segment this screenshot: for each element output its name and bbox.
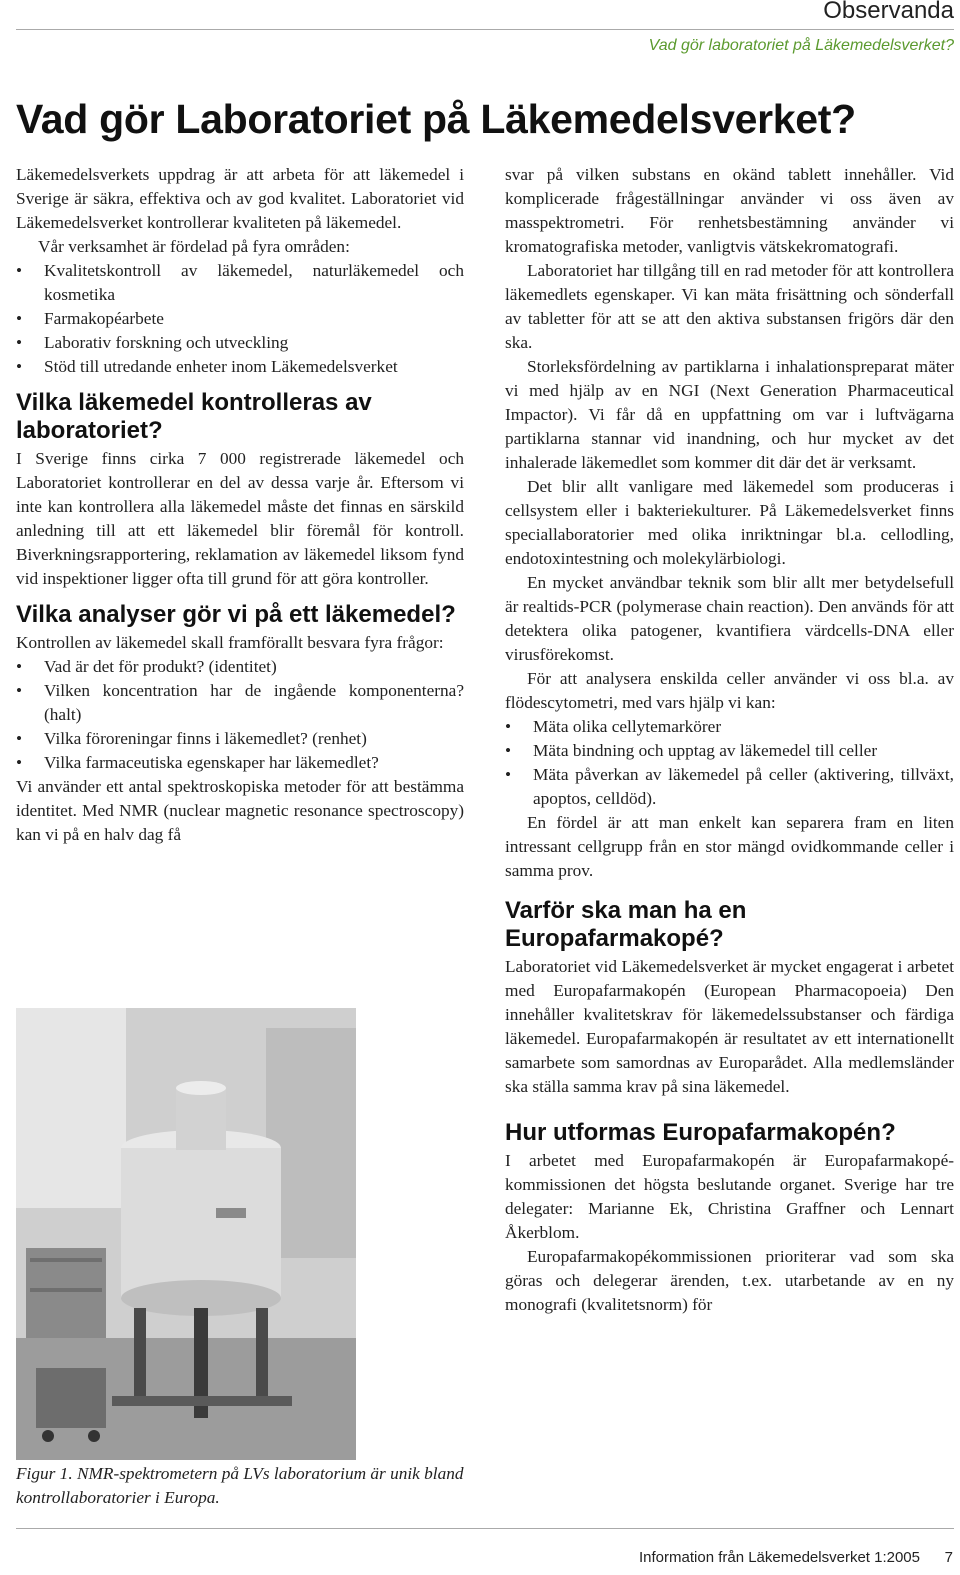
analyses-intro: Kontrollen av läkemedel skall framförallt besvara fyra frågor: [16,633,444,652]
cell-analysis-list [505,715,954,811]
left-column [16,163,464,847]
running-header-section: Observanda [823,0,954,24]
heading-how-pharmacopoeia: Hur utformas Europafarmakopén? [505,1119,896,1146]
paragraph: En fördel är att man enkelt kan separera fram en liten intressant cellgrupp från en stor mängd ovidkommande celler i samma prov. [505,813,954,880]
list-item: • Kvalitetskontroll av läkemedel, naturläkemedel och kosmetika [16,261,464,304]
paragraph: För att analysera enskilda celler använder vi oss bl.a. av flödescytometri, med vars hjälp vi kan: [505,669,954,712]
how-paragraph: I arbetet med Europafarmakopén är Europafarmakopé-kommissionen det högsta beslutande organet. Sverige har tre delegater: Marianne Ek, Christina Graffner och Lennart Åkerblom. [505,1151,954,1242]
areas-intro: Vår verksamhet är fördelad på fyra områden: [38,237,350,256]
nmr-spectrometer-illustration [16,1008,356,1460]
which-paragraph: I Sverige finns cirka 7 000 registrerade läkemedel och Laboratoriet kontrollerar en del av dessa varje år. Eftersom vi inte kan kontrollera alla läkemedel måste det finnas en särskild anledning till att ett läkemedel blir föremål för kontroll. Biverkningsrapportering, reklamation av läkemedel liksom fynd vid inspektioner ligger ofta till grund för att göra kontroller. [16,449,464,588]
heading-why-pharmacopoeia: Varför ska man ha en Europafarmakopé? [505,897,747,952]
list-item: • Mäta påverkan av läkemedel på celler (aktivering, tillväxt, apoptos, celldöd). [505,765,954,808]
intro-paragraph: Läkemedelsverkets uppdrag är att arbeta för att läkemedel i Sverige är säkra, effektiva och av god kvalitet. Laboratoriet vid Läkemedelsverket kontrollerar kvaliteten på läkemedel. [16,165,464,232]
questions-list [16,655,464,775]
running-header-subtitle: Vad gör laboratoriet på Läkemedelsverket? [648,37,954,54]
how-paragraph-2: Europafarmakopékommissionen prioriterar vad som ska göras och delegerar ärenden, t.ex. utarbetande av en ny monografi (kvalitetsnorm) för [505,1247,954,1314]
right-column [505,163,954,1317]
footer-rule [16,1528,954,1529]
list-item: • Vad är det för produkt? (identitet) [16,657,277,676]
paragraph: Laboratoriet har tillgång till en rad metoder för att kontrollera läkemedlets egenskaper. Vi kan mäta frisättning och sönderfall av tabletter för att se att den aktiva substansen frigörs där den ska. [505,261,954,352]
paragraph: Storleksfördelning av partiklarna i inhalationspreparat mäter vi med hjälp av en NGI (Next Generation Pharmaceutical Impactor). Vi får då en uppfattning om var i luftvägarna partiklarna stannar vid inandning, och hur mycket av det inhalerade läkemedlet som kommer dit där det är verksamt. [505,357,954,472]
list-item: • Vilken koncentration har de ingående komponenterna? (halt) [16,681,464,724]
list-item: • Stöd till utredande enheter inom Läkemedelsverket [16,357,398,376]
list-item: • Mäta olika cellytemarkörer [505,717,722,736]
page-number: 7 [944,1549,953,1566]
paragraph: Det blir allt vanligare med läkemedel som produceras i cellsystem eller i bakteriekulturer. På Läkemedelsverket finns speciallaboratorier med olika inriktningar bl.a. cellodling, endotoxintestning och molekylärbiologi. [505,477,954,568]
paragraph: svar på vilken substans en okänd tablett innehåller. Vid komplicerade frågeställningar använder vi oss även av masspektrometri. För renhetsbestämning använder vi kromatografiska metoder, vanligtvis vätskekromatografi. [505,165,954,256]
footer-publication: Information från Läkemedelsverket 1:2005 [639,1549,920,1566]
areas-list [16,259,464,379]
list-item: • Farmakopéarbete [16,309,164,328]
list-item: • Vilka farmaceutiska egenskaper har läkemedlet? [16,753,379,772]
heading-analyses: Vilka analyser gör vi på ett läkemedel? [16,601,456,628]
why-paragraph: Laboratoriet vid Läkemedelsverket är mycket engagerat i arbetet med Europafarmakopén (European Pharmacopoeia) Den innehåller kvalitetskrav för läkemedelssubstanser och färdiga läkemedel. Europafarmakopén är resultatet av ett internationellt samarbete som samordnas av Europarådet. Alla medlemsländer ska ställa samma krav på sina läkemedel. [505,957,954,1096]
header-rule [16,29,954,30]
list-item: • Laborativ forskning och utveckling [16,333,289,352]
list-item: • Vilka föroreningar finns i läkemedlet? (renhet) [16,729,367,748]
page-title: Vad gör Laboratoriet på Läkemedelsverket? [16,96,856,142]
list-item: • Mäta bindning och upptag av läkemedel till celler [505,741,878,760]
heading-which-medicines: Vilka läkemedel kontrolleras av laboratoriet? [16,389,372,444]
paragraph: En mycket användbar teknik som blir allt mer betydelsefull är realtids-PCR (polymerase chain reaction). Den används för att detektera olika patogener, kvantifiera värdcells-DNA eller virusförekomst. [505,573,954,664]
nmr-photo [16,1008,356,1460]
figure-caption: Figur 1. NMR-spektrometern på LVs laboratorium är unik bland kontrollaboratorier i Europa. [16,1464,464,1507]
analyses-paragraph: Vi använder ett antal spektroskopiska metoder för att bestämma identitet. Med NMR (nuclear magnetic resonance spectroscopy) kan vi på en halv dag få [16,777,464,844]
